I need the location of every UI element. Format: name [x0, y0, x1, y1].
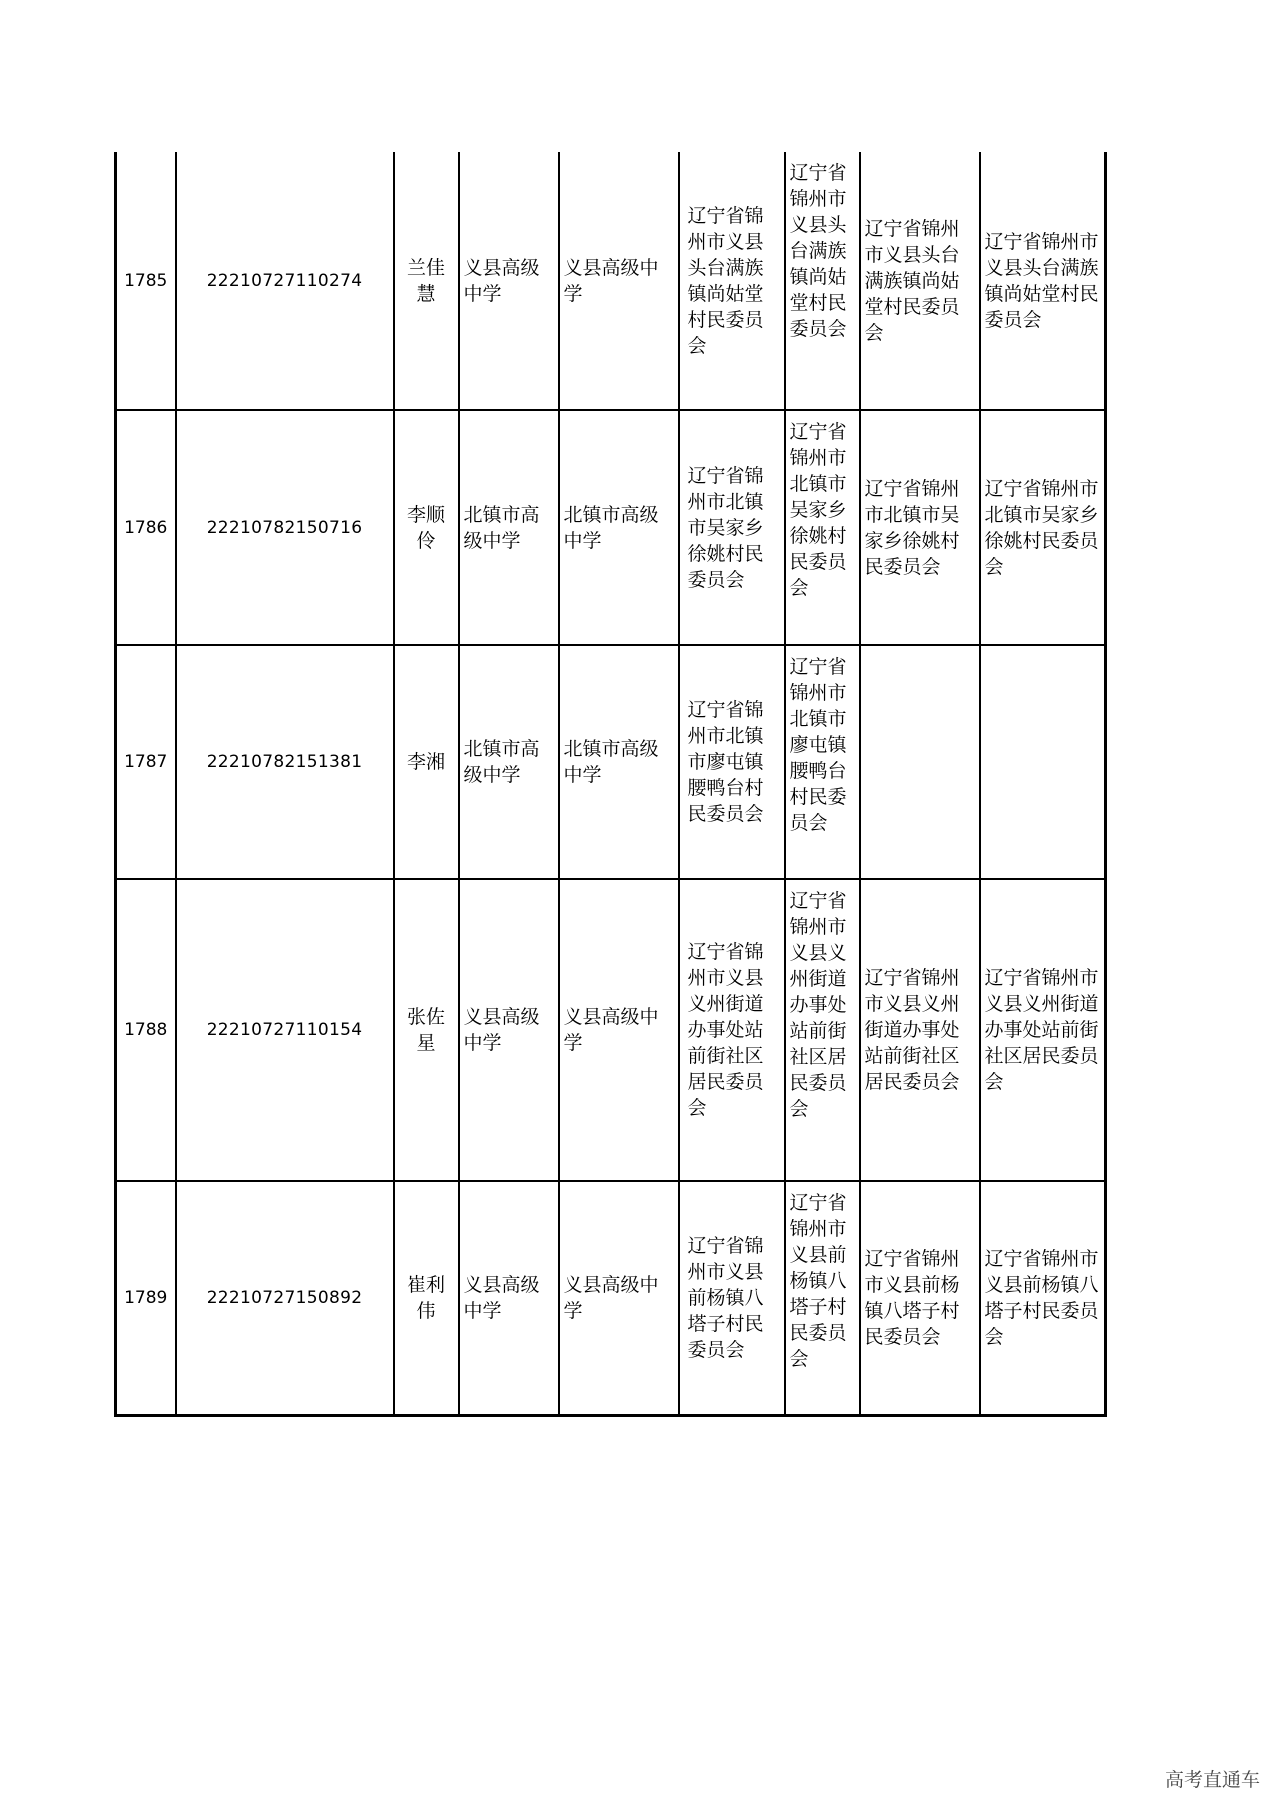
address-cell: 辽宁省锦州市义县义州街道办事处站前街社区居民委员会	[860, 879, 980, 1181]
candidate-id: 22210782150716	[176, 410, 394, 645]
address-cell: 辽宁省锦州市北镇市廖屯镇腰鸭台村民委员会	[785, 645, 860, 879]
address-cell: 辽宁省锦州市义县义州街道办事处站前街社区居民委员会	[785, 879, 860, 1181]
student-name: 崔利伟	[394, 1181, 459, 1415]
watermark-text: 高考直通车	[1164, 1769, 1260, 1791]
row-number: 1787	[116, 645, 176, 879]
graduation-school: 北镇市高级中学	[559, 410, 679, 645]
row-number: 1788	[116, 879, 176, 1181]
graduation-school: 义县高级中学	[559, 152, 679, 410]
student-name: 兰佳慧	[394, 152, 459, 410]
address-cell: 辽宁省锦州市义县头台满族镇尚姑堂村民委员会	[679, 152, 785, 410]
table-row	[116, 410, 1106, 645]
candidate-id: 22210727110154	[176, 879, 394, 1181]
candidate-id: 22210727110274	[176, 152, 394, 410]
address-cell: 辽宁省锦州市义县义州街道办事处站前街社区居民委员会	[980, 879, 1106, 1181]
table-row	[116, 645, 1106, 879]
address-cell: 辽宁省锦州市义县头台满族镇尚姑堂村民委员会	[980, 152, 1106, 410]
row-number: 1785	[116, 152, 176, 410]
candidate-id: 22210727150892	[176, 1181, 394, 1415]
address-cell: 辽宁省锦州市北镇市吴家乡徐姚村民委员会	[980, 410, 1106, 645]
school-name: 义县高级中学	[459, 152, 559, 410]
address-cell: 辽宁省锦州市义县义州街道办事处站前街社区居民委员会	[679, 879, 785, 1181]
table-row	[116, 152, 1106, 410]
row-number: 1786	[116, 410, 176, 645]
address-cell: 辽宁省锦州市义县头台满族镇尚姑堂村民委员会	[785, 152, 860, 410]
address-cell	[980, 645, 1106, 879]
address-cell	[860, 645, 980, 879]
address-cell: 辽宁省锦州市北镇市吴家乡徐姚村民委员会	[860, 410, 980, 645]
student-name: 李湘	[394, 645, 459, 879]
graduation-school: 义县高级中学	[559, 879, 679, 1181]
school-name: 北镇市高级中学	[459, 645, 559, 879]
school-name: 义县高级中学	[459, 879, 559, 1181]
candidate-id: 22210782151381	[176, 645, 394, 879]
table-row	[116, 1181, 1106, 1415]
address-cell: 辽宁省锦州市北镇市廖屯镇腰鸭台村民委员会	[679, 645, 785, 879]
school-name: 北镇市高级中学	[459, 410, 559, 645]
student-table	[114, 152, 1107, 1417]
graduation-school: 义县高级中学	[559, 1181, 679, 1415]
student-name: 张佐星	[394, 879, 459, 1181]
address-cell: 辽宁省锦州市义县头台满族镇尚姑堂村民委员会	[860, 152, 980, 410]
graduation-school: 北镇市高级中学	[559, 645, 679, 879]
school-name: 义县高级中学	[459, 1181, 559, 1415]
address-cell: 辽宁省锦州市北镇市吴家乡徐姚村民委员会	[679, 410, 785, 645]
address-cell: 辽宁省锦州市北镇市吴家乡徐姚村民委员会	[785, 410, 860, 645]
address-cell: 辽宁省锦州市义县前杨镇八塔子村民委员会	[679, 1181, 785, 1415]
address-cell: 辽宁省锦州市义县前杨镇八塔子村民委员会	[785, 1181, 860, 1415]
address-cell: 辽宁省锦州市义县前杨镇八塔子村民委员会	[980, 1181, 1106, 1415]
address-cell: 辽宁省锦州市义县前杨镇八塔子村民委员会	[860, 1181, 980, 1415]
student-name: 李顺伶	[394, 410, 459, 645]
row-number: 1789	[116, 1181, 176, 1415]
table-row	[116, 879, 1106, 1181]
